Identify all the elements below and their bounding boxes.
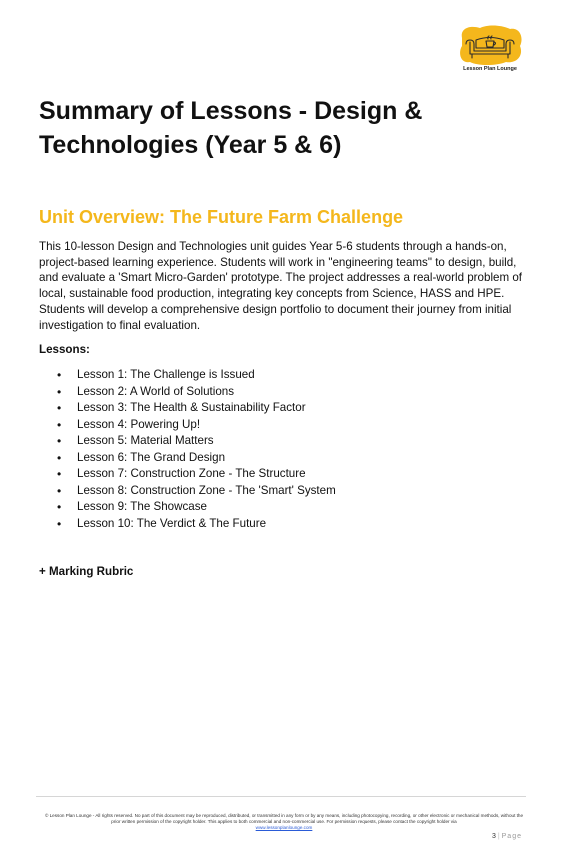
copyright-notice: [40, 813, 528, 832]
copyright-text: © Lesson Plan Lounge - All rights reserved. No part of this document may be reproduced, distributed, or transmitted in any form or by any means, including photocopying, recording, or other electronic or mechanical methods, without the prior written permission of the copyright holder. This applies to both commercial and non-commercial use. For permission requests, please contact the copyright holder via: [44, 813, 524, 825]
list-item: • Lesson 9: The Showcase: [39, 499, 499, 516]
marking-rubric-label: + Marking Rubric: [39, 565, 134, 578]
page-number-label: Page: [501, 833, 522, 840]
list-item: • Lesson 3: The Health & Sustainability Factor: [39, 400, 499, 417]
unit-overview-text: This 10-lesson Design and Technologies unit guides Year 5-6 students through a hands-on, project-based learning experience. Students will work in "engineering teams" to design, build, and evaluate a 'Smart Micro-Garden' prototype. The project addresses a real-world problem of local, sustainable food production, integrating key concepts from Science, HASS and HPE. Students will develop a comprehensive design portfolio to document their journey from initial investigation to final evaluation.: [39, 240, 523, 332]
list-item: • Lesson 4: Powering Up!: [39, 417, 499, 434]
page-number: [472, 833, 522, 840]
list-item: • Lesson 1: The Challenge is Issued: [39, 367, 499, 384]
logo-text: Lesson Plan Lounge: [463, 66, 517, 72]
list-item: • Lesson 5: Material Matters: [39, 433, 499, 450]
list-item: • Lesson 7: Construction Zone - The Structure: [39, 466, 499, 483]
lesson-plan-lounge-logo: [456, 24, 524, 76]
page-number-separator: |: [497, 833, 500, 840]
list-item: • Lesson 6: The Grand Design: [39, 450, 499, 467]
list-item: • Lesson 10: The Verdict & The Future: [39, 516, 499, 533]
lessons-list: [39, 367, 499, 532]
list-item: • Lesson 2: A World of Solutions: [39, 384, 499, 401]
unit-overview-heading: Unit Overview: The Future Farm Challenge: [39, 207, 404, 227]
list-item: • Lesson 8: Construction Zone - The 'Smart' System: [39, 483, 499, 500]
lessons-label: Lessons:: [39, 343, 90, 356]
page-title: Summary of Lessons - Design & Technologies (Year 5 & 6): [39, 97, 423, 159]
footer-divider: [36, 796, 526, 797]
couch-icon: [456, 24, 524, 66]
page-number-value: 3: [492, 833, 496, 840]
website-link[interactable]: www.lessonplanlounge.com: [255, 825, 313, 831]
